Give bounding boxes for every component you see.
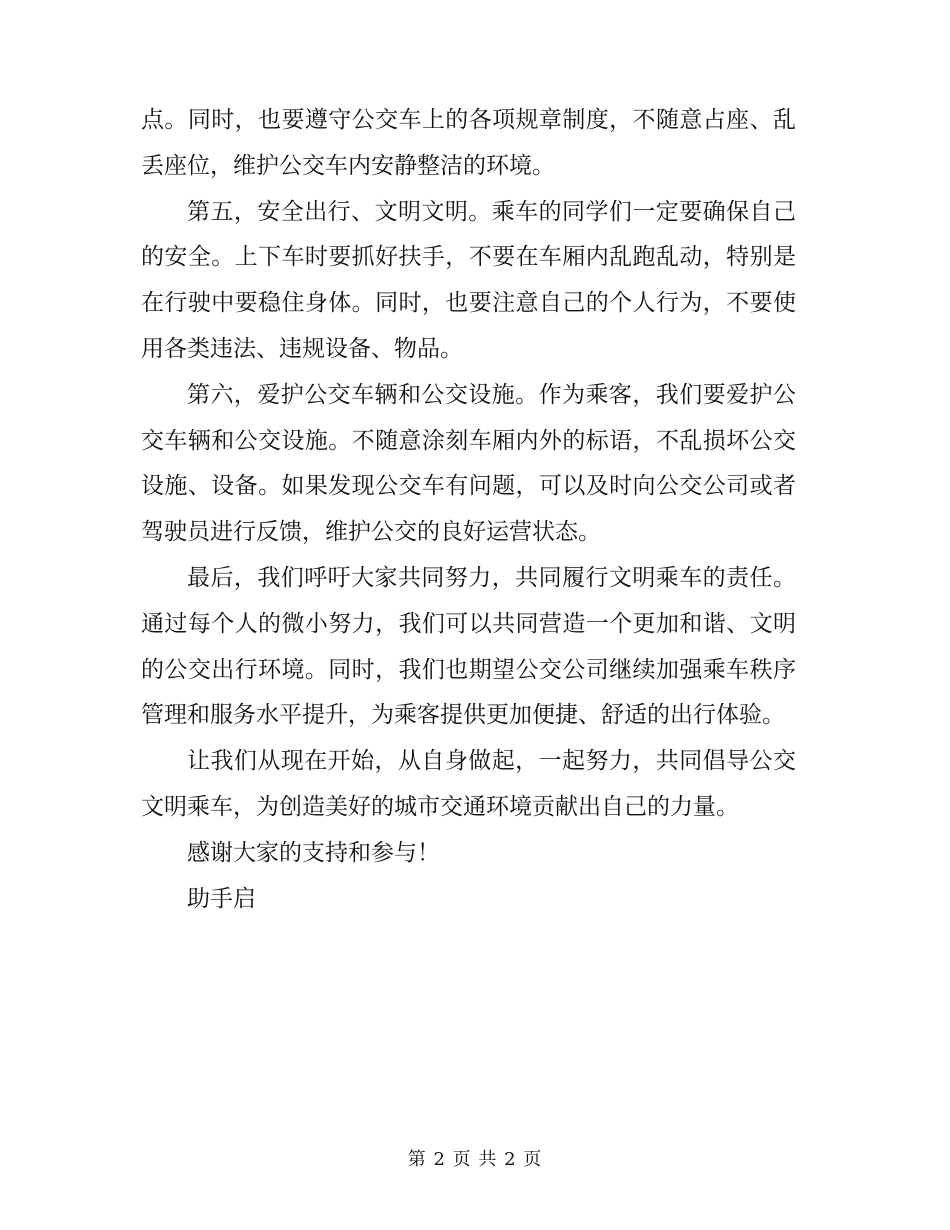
- paragraph-call-to-action: 让我们从现在开始，从自身做起，一起努力，共同倡导公交文明乘车，为创造美好的城市交通环境贡献出自己的力量。: [141, 748, 796, 820]
- paragraph-signature: 助手启: [187, 885, 256, 912]
- paragraph-conclusion: 最后，我们呼吁大家共同努力，共同履行文明乘车的责任。通过每个人的微小努力，我们可以共同营造一个更加和谐、文明的公交出行环境。同时，我们也期望公交公司继续加强乘车秩序管理和服务水平提升，为乘客提供更加便捷、舒适的出行体验。: [141, 564, 796, 729]
- paragraph-continued: 点。同时，也要遵守公交车上的各项规章制度，不随意占座、乱丢座位，维护公交车内安静整洁的环境。: [141, 107, 796, 179]
- paragraph-facilities: 第六，爱护公交车辆和公交设施。作为乘客，我们要爱护公交车辆和公交设施。不随意涂刻车厢内外的标语，不乱损坏公交设施、设备。如果发现公交车有问题，可以及时向公交公司或者驾驶员进行反馈，维护公交的良好运营状态。: [141, 381, 796, 546]
- page-number-footer: 第 2 页 共 2 页: [407, 1149, 543, 1170]
- paragraph-thanks: 感谢大家的支持和参与！: [187, 839, 440, 866]
- document-body: [141, 98, 796, 922]
- paragraph-safety: 第五，安全出行、文明文明。乘车的同学们一定要确保自己的安全。上下车时要抓好扶手，不要在车厢内乱跑乱动，特别是在行驶中要稳住身体。同时，也要注意自己的个人行为，不要使用各类违法、违规设备、物品。: [141, 198, 796, 362]
